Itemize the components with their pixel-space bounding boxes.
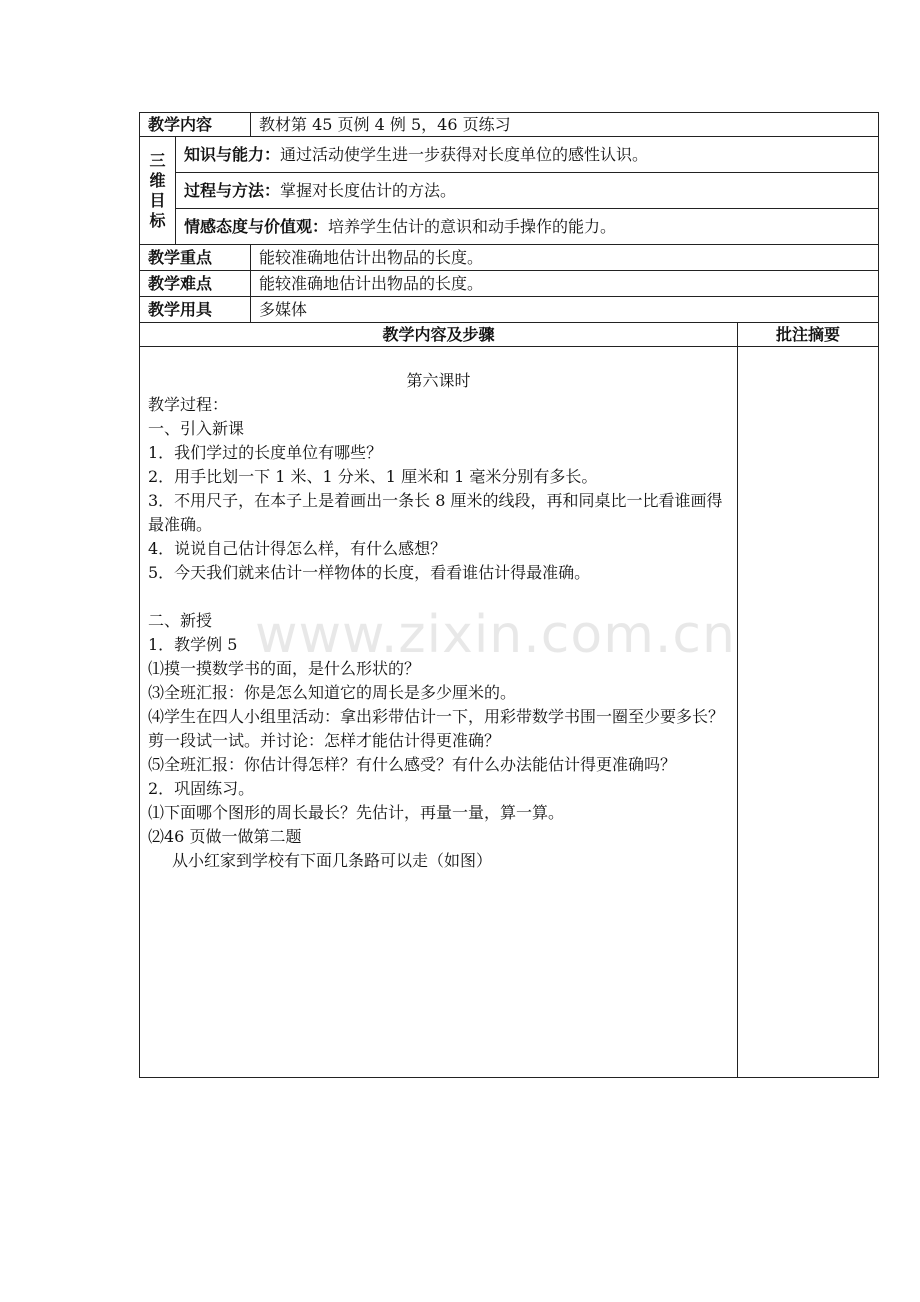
difficulty-label: 教学难点	[140, 271, 251, 297]
row-content	[140, 113, 879, 137]
body-line: 教学过程：	[148, 395, 229, 414]
body-line: 2．巩固练习。	[148, 779, 255, 798]
tools-label: 教学用具	[140, 297, 251, 323]
body-line: 4．说说自己估计得怎么样，有什么感想？	[148, 539, 447, 558]
row-tools	[140, 297, 879, 323]
content-label: 教学内容	[140, 113, 251, 137]
spacer	[148, 585, 729, 609]
content-value: 教材第 45 页例 4 例 5，46 页练习	[251, 113, 879, 137]
row-key-point	[140, 245, 879, 271]
steps-header: 教学内容及步骤	[140, 323, 738, 347]
body-line: 从小红家到学校有下面几条路可以走（如图）	[172, 851, 493, 870]
key-point-label: 教学重点	[140, 245, 251, 271]
row-goal-knowledge	[140, 137, 879, 173]
lesson-plan-document	[139, 112, 878, 1078]
row-difficulty	[140, 271, 879, 297]
goal-process: 过程与方法：掌握对长度估计的方法。	[176, 173, 879, 209]
row-lesson-body	[140, 347, 879, 1078]
notes-header: 批注摘要	[738, 323, 879, 347]
body-line: ⑴下面哪个图形的周长最长？先估计，再量一量，算一算。	[148, 803, 565, 822]
goal-emotion: 情感态度与价值观：培养学生估计的意识和动手操作的能力。	[176, 209, 879, 245]
body-line: ⑴摸一摸数学书的面，是什么形状的？	[148, 659, 421, 678]
body-line: 二、新授	[148, 611, 213, 630]
goal-knowledge: 知识与能力：通过活动使学生进一步获得对长度单位的感性认识。	[176, 137, 879, 173]
body-line: 1．教学例 5	[148, 635, 238, 654]
body-line: 2．用手比划一下 1 米、1 分米、1 厘米和 1 毫米分别有多长。	[148, 467, 598, 486]
lesson-plan-table	[139, 112, 879, 1078]
lesson-body	[140, 347, 738, 1078]
lesson-title: 第六课时	[406, 371, 471, 390]
body-line: 一、引入新课	[148, 419, 245, 438]
body-line: 5．今天我们就来估计一样物体的长度，看看谁估计得最准确。	[148, 563, 591, 582]
body-line: 3．不用尺子，在本子上是着画出一条长 8 厘米的线段，再和同桌比一比看谁画得最准确。	[148, 491, 723, 534]
notes-column	[738, 347, 879, 1078]
key-point-value: 能较准确地估计出物品的长度。	[251, 245, 879, 271]
watermark: www.zixin.com.cn	[255, 605, 736, 665]
body-line: ⑶全班汇报：你是怎么知道它的周长是多少厘米的。	[148, 683, 517, 702]
goals-label: 三 维 目 标	[140, 137, 176, 245]
row-goal-emotion	[140, 209, 879, 245]
row-section-headers	[140, 323, 879, 347]
tools-value: 多媒体	[251, 297, 879, 323]
body-line: ⑷学生在四人小组里活动：拿出彩带估计一下，用彩带数学书围一圈至少要多长？剪一段试一试。并讨论：怎样才能估计得更准确？	[148, 707, 725, 750]
body-line: ⑵46 页做一做第二题	[148, 827, 302, 846]
row-goal-process	[140, 173, 879, 209]
difficulty-value: 能较准确地估计出物品的长度。	[251, 271, 879, 297]
body-line: ⑸全班汇报：你估计得怎样？有什么感受？有什么办法能估计得更准确吗？	[148, 755, 677, 774]
body-line: 1．我们学过的长度单位有哪些？	[148, 443, 383, 462]
